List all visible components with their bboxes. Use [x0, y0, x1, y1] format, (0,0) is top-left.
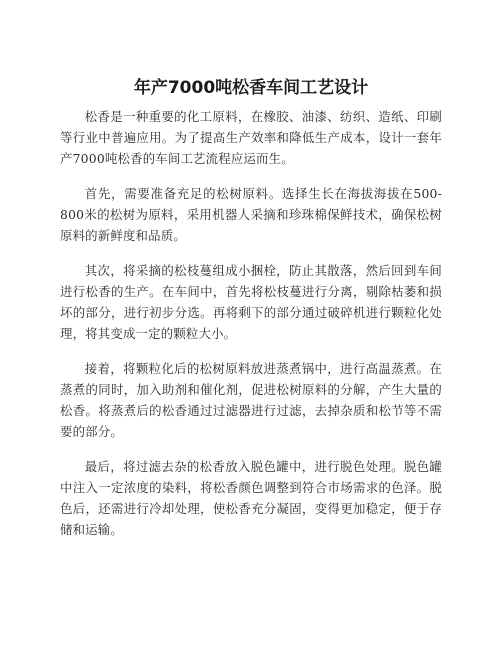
- document-title: 年产7000吨松香车间工艺设计: [133, 78, 369, 98]
- paragraph-first: 首先，需要准备充足的松树原料。选择生长在海拔海拔在500-800米的松树为原料，采用机器人采摘和珍珠棉保鲜技术，确保松树原料的新鲜度和品质。: [60, 186, 442, 243]
- paragraph-third: 接着，将颗粒化后的松树原料放进蒸煮锅中，进行高温蒸煮。在蒸煮的同时，加入助剂和催化剂，促进松树原料的分解，产生大量的松香。将蒸煮后的松香通过过滤器进行过滤，去掉杂质和松节等不需要的部分。: [60, 361, 442, 439]
- paragraph-intro: 松香是一种重要的化工原料，在橡胶、油漆、纺织、造纸、印刷等行业中普遍应用。为了提高生产效率和降低生产成本，设计一套年产7000吨松香的车间工艺流程应运而生。: [60, 109, 442, 166]
- paragraph-second: 其次，将采摘的松枝蔓组成小捆栓，防止其散落，然后回到车间进行松香的生产。在车间中，首先将松枝蔓进行分离，剔除枯萎和损坏的部分，进行初步分选。再将剩下的部分通过破碎机进行颗粒化处理，将其变成一定的颗粒大小。: [60, 263, 442, 341]
- paragraph-last: 最后，将过滤去杂的松香放入脱色罐中，进行脱色处理。脱色罐中注入一定浓度的染料，将松香颜色调整到符合市场需求的色泽。脱色后，还需进行冷却处理，使松香充分凝固，变得更加稳定，便于存储和运输。: [60, 459, 442, 537]
- document-body: [60, 106, 442, 554]
